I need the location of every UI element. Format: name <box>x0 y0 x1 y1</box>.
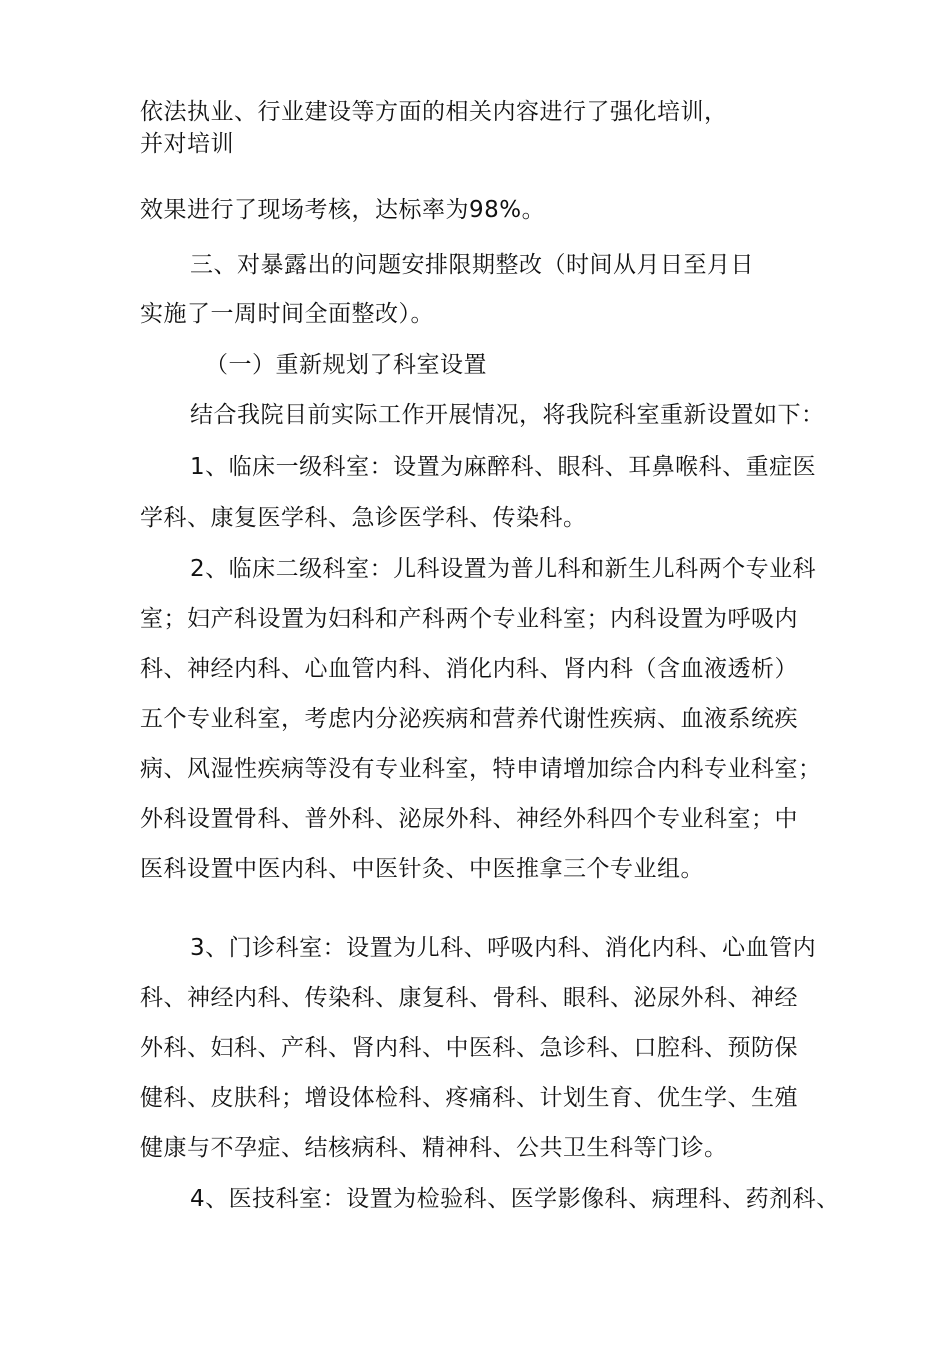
paragraph-line: 室；妇产科设置为妇科和产科两个专业科室；内科设置为呼吸内 <box>140 606 798 632</box>
paragraph-line: 学科、康复医学科、急诊医学科、传染科。 <box>140 505 587 531</box>
paragraph-line: 实施了一周时间全面整改）。 <box>140 301 434 327</box>
paragraph-line: 医科设置中医内科、中医针灸、中医推拿三个专业组。 <box>140 856 704 882</box>
paragraph-line: 并对培训 <box>140 131 234 157</box>
list-item: 2、临床二级科室：儿科设置为普儿科和新生儿科两个专业科 <box>190 556 817 582</box>
section-heading: 三、对暴露出的问题安排限期整改（时间从月日至月日 <box>190 252 754 278</box>
list-item: 4、医技科室：设置为检验科、医学影像科、病理科、药剂科、 <box>190 1186 840 1212</box>
paragraph-line: 外科、妇科、产科、肾内科、中医科、急诊科、口腔科、预防保 <box>140 1035 798 1061</box>
paragraph-line: 病、风湿性疾病等没有专业科室，特申请增加综合内科专业科室； <box>140 756 822 782</box>
paragraph-line: 效果进行了现场考核，达标率为98%。 <box>140 197 546 223</box>
paragraph-line: 外科设置骨科、普外科、泌尿外科、神经外科四个专业科室；中 <box>140 806 798 832</box>
paragraph-line: 健科、皮肤科；增设体检科、疼痛科、计划生育、优生学、生殖 <box>140 1085 798 1111</box>
list-item: 1、临床一级科室：设置为麻醉科、眼科、耳鼻喉科、重症医 <box>190 454 817 480</box>
paragraph-line: 科、神经内科、心血管内科、消化内科、肾内科（含血液透析） <box>140 656 798 682</box>
subsection-heading: （一）重新规划了科室设置 <box>205 352 487 378</box>
paragraph-line: 科、神经内科、传染科、康复科、骨科、眼科、泌尿外科、神经 <box>140 985 798 1011</box>
paragraph-line: 五个专业科室，考虑内分泌疾病和营养代谢性疾病、血液系统疾 <box>140 706 798 732</box>
paragraph-line: 健康与不孕症、结核病科、精神科、公共卫生科等门诊。 <box>140 1135 728 1161</box>
paragraph-line: 依法执业、行业建设等方面的相关内容进行了强化培训， <box>140 99 728 125</box>
paragraph-line: 结合我院目前实际工作开展情况，将我院科室重新设置如下： <box>190 402 825 428</box>
list-item: 3、门诊科室：设置为儿科、呼吸内科、消化内科、心血管内 <box>190 935 817 961</box>
